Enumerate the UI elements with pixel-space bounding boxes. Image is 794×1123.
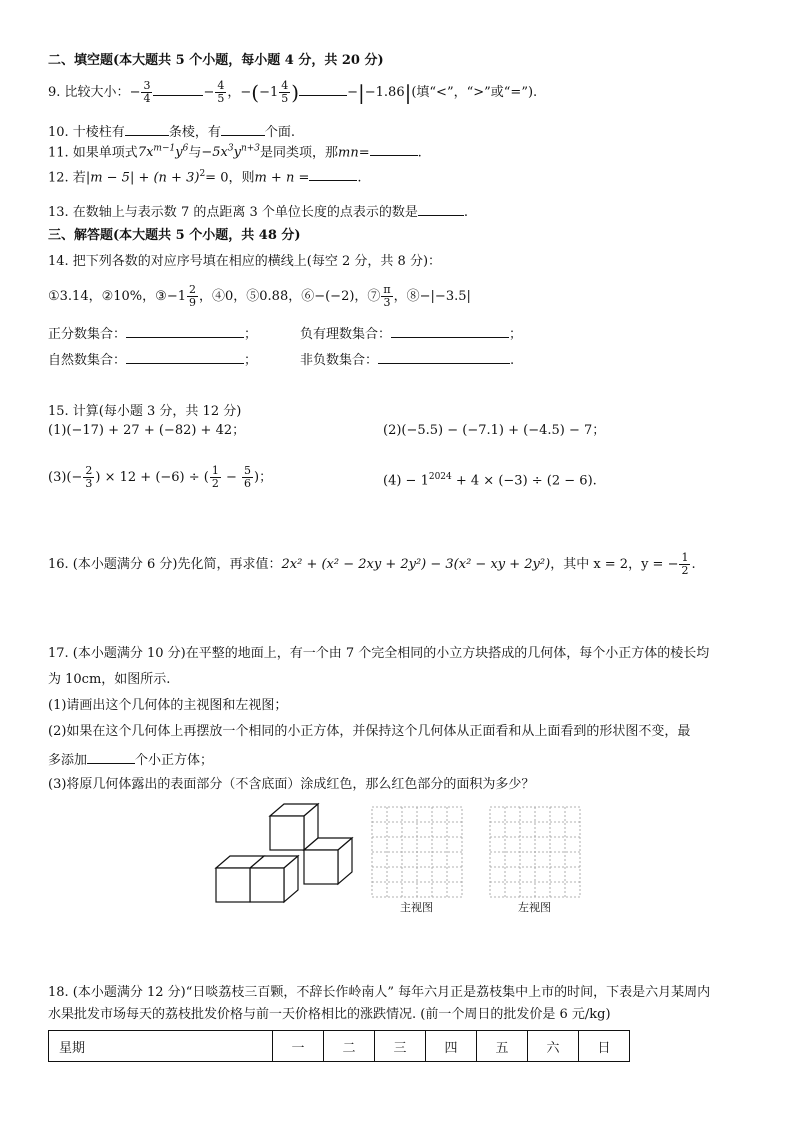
question-15-title: 15. 计算(每小题 3 分，共 12 分) [48, 404, 242, 419]
question-17-line-1: 17. (本小题满分 10 分)在平整的地面上，有一个由 7 个完全相同的小立方块搭成的几何体，每个小正方体的棱长均 [48, 646, 710, 661]
section-2-title: 二、填空题(本大题共 5 个小题，每小题 4 分，共 20 分) [48, 53, 384, 68]
question-9: 9. 比较大小：− $\frac{3}{4}$ − $\frac{4}{5}$ ，−(−1 $\frac{4}{5}$ ) −|−1.86|(填“<”，“>”或“=”). [48, 79, 538, 105]
left-view-caption: 左视图 [518, 901, 551, 914]
question-16: 16. (本小题满分 6 分)先化简，再求值：2x² + (x² − 2xy + 2y²) − 3(x² − xy + 2y²)，其中 x = 2，y = − $\frac{1}{2}$ . [48, 551, 696, 577]
answer-blank[interactable] [299, 81, 347, 96]
left-view-grid[interactable] [489, 806, 581, 898]
price-change-table [48, 1030, 630, 1062]
question-17-line-2: 为 10cm，如图所示. [48, 672, 171, 687]
fraction-4-5: $\frac{4}{5}$ [217, 79, 225, 105]
answer-blank[interactable] [309, 166, 357, 181]
table-cell: 日 [579, 1031, 630, 1062]
set-positive-fractions: 正分数集合： ； [48, 323, 257, 344]
table-cell: 二 [324, 1031, 375, 1062]
table-cell: 四 [426, 1031, 477, 1062]
answer-blank[interactable] [418, 201, 464, 216]
answer-blank[interactable] [221, 121, 265, 136]
front-view-grid[interactable] [371, 806, 463, 898]
question-17-part-1: (1)请画出这个几何体的主视图和左视图； [48, 698, 288, 713]
answer-blank[interactable] [126, 323, 244, 338]
question-15-part-4: $(4) - 1^{2024} + 4 \times (-3) \div (2 - 6)$. [383, 472, 597, 489]
question-15-part-2: (2)(−5.5) − (−7.1) + (−4.5) − 7； [383, 423, 606, 438]
cube-solid-figure [214, 802, 354, 904]
question-15-part-3: (3)(− $\frac{2}{3}$ ) × 12 + (−6) ÷ ( $\frac{1}{2}$ − $\frac{5}{6}$ )； [48, 464, 273, 490]
question-14-title: 14. 把下列各数的对应序号填在相应的横线上(每空 2 分，共 8 分)： [48, 254, 442, 269]
question-17-part-2b: 多添加 个小正方体； [48, 749, 213, 770]
table-cell: 五 [477, 1031, 528, 1062]
set-natural-numbers: 自然数集合： ； [48, 349, 257, 370]
question-17-part-2a: (2)如果在这个几何体上再摆放一个相同的小正方体，并保持这个几何体从正面看和从上面看到的形状图不变，最 [48, 724, 691, 739]
question-10: 10. 十棱柱有 条棱，有 个面. [48, 121, 295, 142]
table-cell: 六 [528, 1031, 579, 1062]
answer-blank[interactable] [126, 349, 244, 364]
answer-blank[interactable] [378, 349, 510, 364]
table-row [49, 1031, 630, 1062]
table-cell: 三 [375, 1031, 426, 1062]
question-11: 11. 如果单项式$7x^{m-1}y^6$与$-5x^3y^{n+3}$是同类项，那mn= . [48, 140, 422, 162]
fraction-3-4: $\frac{3}{4}$ [143, 79, 151, 105]
question-15-part-1: (1)(−17) + 27 + (−82) + 42； [48, 423, 246, 438]
question-13: 13. 在数轴上与表示数 7 的点距离 3 个单位长度的点表示的数是 . [48, 201, 468, 222]
fraction-pi-3: $\frac{\pi}{3}$ [383, 283, 391, 309]
set-negative-rationals: 负有理数集合： ； [300, 323, 522, 344]
fraction-4-5-mixed: $\frac{4}{5}$ [281, 79, 289, 105]
table-cell: 一 [273, 1031, 324, 1062]
question-14-items: ①3.14，②10%，③−1 $\frac{2}{9}$ ，④0，⑤0.88̇，⑥−(−2)，⑦ $\frac{\pi}{3}$ ，⑧−|−3.5| [48, 283, 471, 309]
answer-blank[interactable] [370, 141, 418, 156]
answer-blank[interactable] [87, 749, 135, 764]
answer-blank[interactable] [391, 323, 509, 338]
set-nonnegative-numbers: 非负数集合： . [300, 349, 514, 370]
question-18-line-2: 水果批发市场每天的荔枝批发价格与前一天价格相比的涨跌情况. (前一个周日的批发价是 6 元/kg) [48, 1007, 611, 1022]
question-12: 12. 若$|m - 5| + (n + 3)^2= 0$，则m + n = . [48, 165, 362, 187]
table-header-cell: 星期 [49, 1031, 273, 1062]
question-17-part-3: (3)将原几何体露出的表面部分（不含底面）涂成红色，那么红色部分的面积为多少？ [48, 777, 535, 792]
front-view-caption: 主视图 [400, 901, 433, 914]
question-18-line-1: 18. (本小题满分 12 分)“日啖荔枝三百颗，不辞长作岭南人” 每年六月正是荔枝集中上市的时间，下表是六月某周内 [48, 985, 711, 1000]
section-3-title: 三、解答题(本大题共 5 个小题，共 48 分) [48, 228, 301, 243]
answer-blank[interactable] [125, 121, 169, 136]
fraction-2-9: $\frac{2}{9}$ [188, 283, 196, 309]
answer-blank[interactable] [153, 81, 203, 96]
